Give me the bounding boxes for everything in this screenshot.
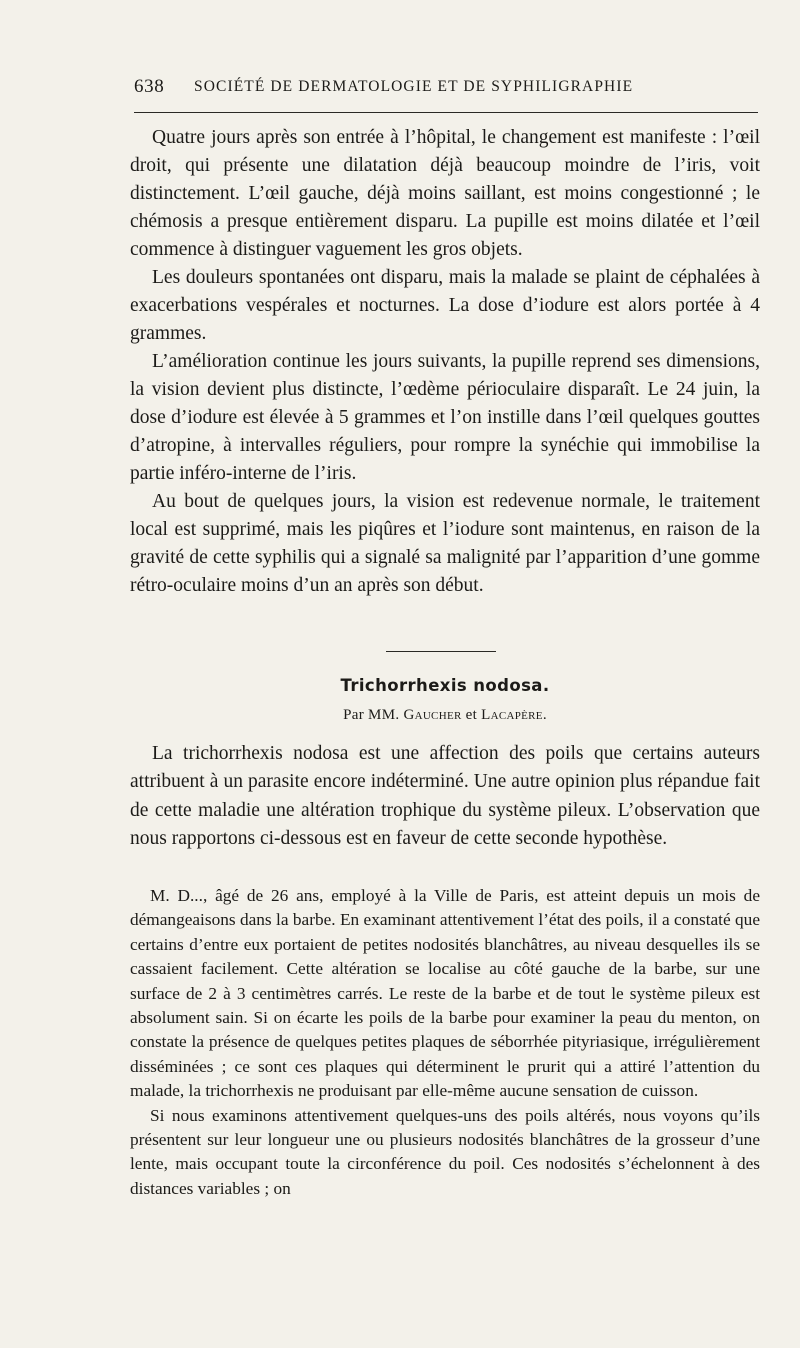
paragraph: Au bout de quelques jours, la vision est redevenue normale, le traitement local est supprimé, mais les piqûres et l’iodure sont maintenus, en raison de la gravité de cette syphilis qui a signalé sa malignité par l’apparition d’une gomme rétro-oculaire moins d’un an après son début. [130,491,760,596]
paragraph: Si nous examinons attentivement quelques-uns des poils altérés, nous voyons qu’ils présentent sur leur longueur une ou plusieurs nodosités blanchâtres de la grosseur d’une lente, mais occupant toute la circonférence du poil. Ces nodosités s’échelonnent à des distances variables ; on [130,1105,760,1198]
article-observation [130,884,760,1201]
journal-title: SOCIÉTÉ DE DERMATOLOGIE ET DE SYPHILIGRAPHIE [194,78,634,95]
page-number: 638 [134,76,165,97]
running-head [134,72,758,100]
previous-case-text [130,124,760,600]
author-name: Lacapère [481,707,543,723]
section-divider [386,651,496,652]
author-name: Gaucher [403,707,462,723]
header-rule [134,112,758,113]
paragraph: La trichorrhexis nodosa est une affection des poils que certains auteurs attribuent à un parasite encore indéterminé. Une autre opinion plus répandue fait de cette maladie une altération trophique du système pileux. L’observation que nous rapportons ci-dessous est en faveur de cette seconde hypothèse. [130,743,760,850]
paragraph: Les douleurs spontanées ont disparu, mais la malade se plaint de céphalées à exacerbations vespérales et nocturnes. La dose d’iodure est alors portée à 4 grammes. [130,267,760,344]
paragraph: Quatre jours après son entrée à l’hôpital, le changement est manifeste : l’œil droit, qui présente une dilatation déjà beaucoup moindre de l’iris, voit distinctement. L’œil gauche, déjà moins saillant, est moins congestionné ; le chémosis a presque entièrement disparu. La pupille est moins dilatée et l’œil commence à distinguer vaguement les gros objets. [130,127,760,260]
authors-prefix: Par MM. [343,707,404,723]
article-title: Trichorrhexis nodosa. [340,676,550,695]
paragraph: M. D..., âgé de 26 ans, employé à la Ville de Paris, est atteint depuis un mois de démangeaisons dans la barbe. En examinant attentivement l’état des poils, il a constaté que certains d’entre eux portaient de petites nodosités blanchâtres, au niveau desquelles ils se cassaient facilement. Cette altération se localise au côté gauche de la barbe, sur une surface de 2 à 3 centimètres carrés. Le reste de la barbe et de tout le système pileux est absolument sain. Si on écarte les poils de la barbe pour examiner la peau du menton, on constate la présence de quelques petites plaques de séborrhée pityriasique, irrégulièrement disséminées ; ce sont ces plaques qui déterminent le prurit qui a attiré l’attention du malade, la trichorrhexis ne produisant par elle-même aucune sensation de cuisson. [130,886,760,1101]
paragraph: L’amélioration continue les jours suivants, la pupille reprend ses dimensions, la vision devient plus distincte, l’œdème périoculaire disparaît. Le 24 juin, la dose d’iodure est élevée à 5 grammes et l’on instille dans l’œil quelques gouttes d’atropine, à intervalles réguliers, pour rompre la synéchie qui immobilise la partie inféro-interne de l’iris. [130,351,760,484]
authors-suffix: . [542,707,547,723]
article-authors [130,707,760,724]
authors-joiner: et [461,707,482,723]
article-intro [130,740,760,854]
